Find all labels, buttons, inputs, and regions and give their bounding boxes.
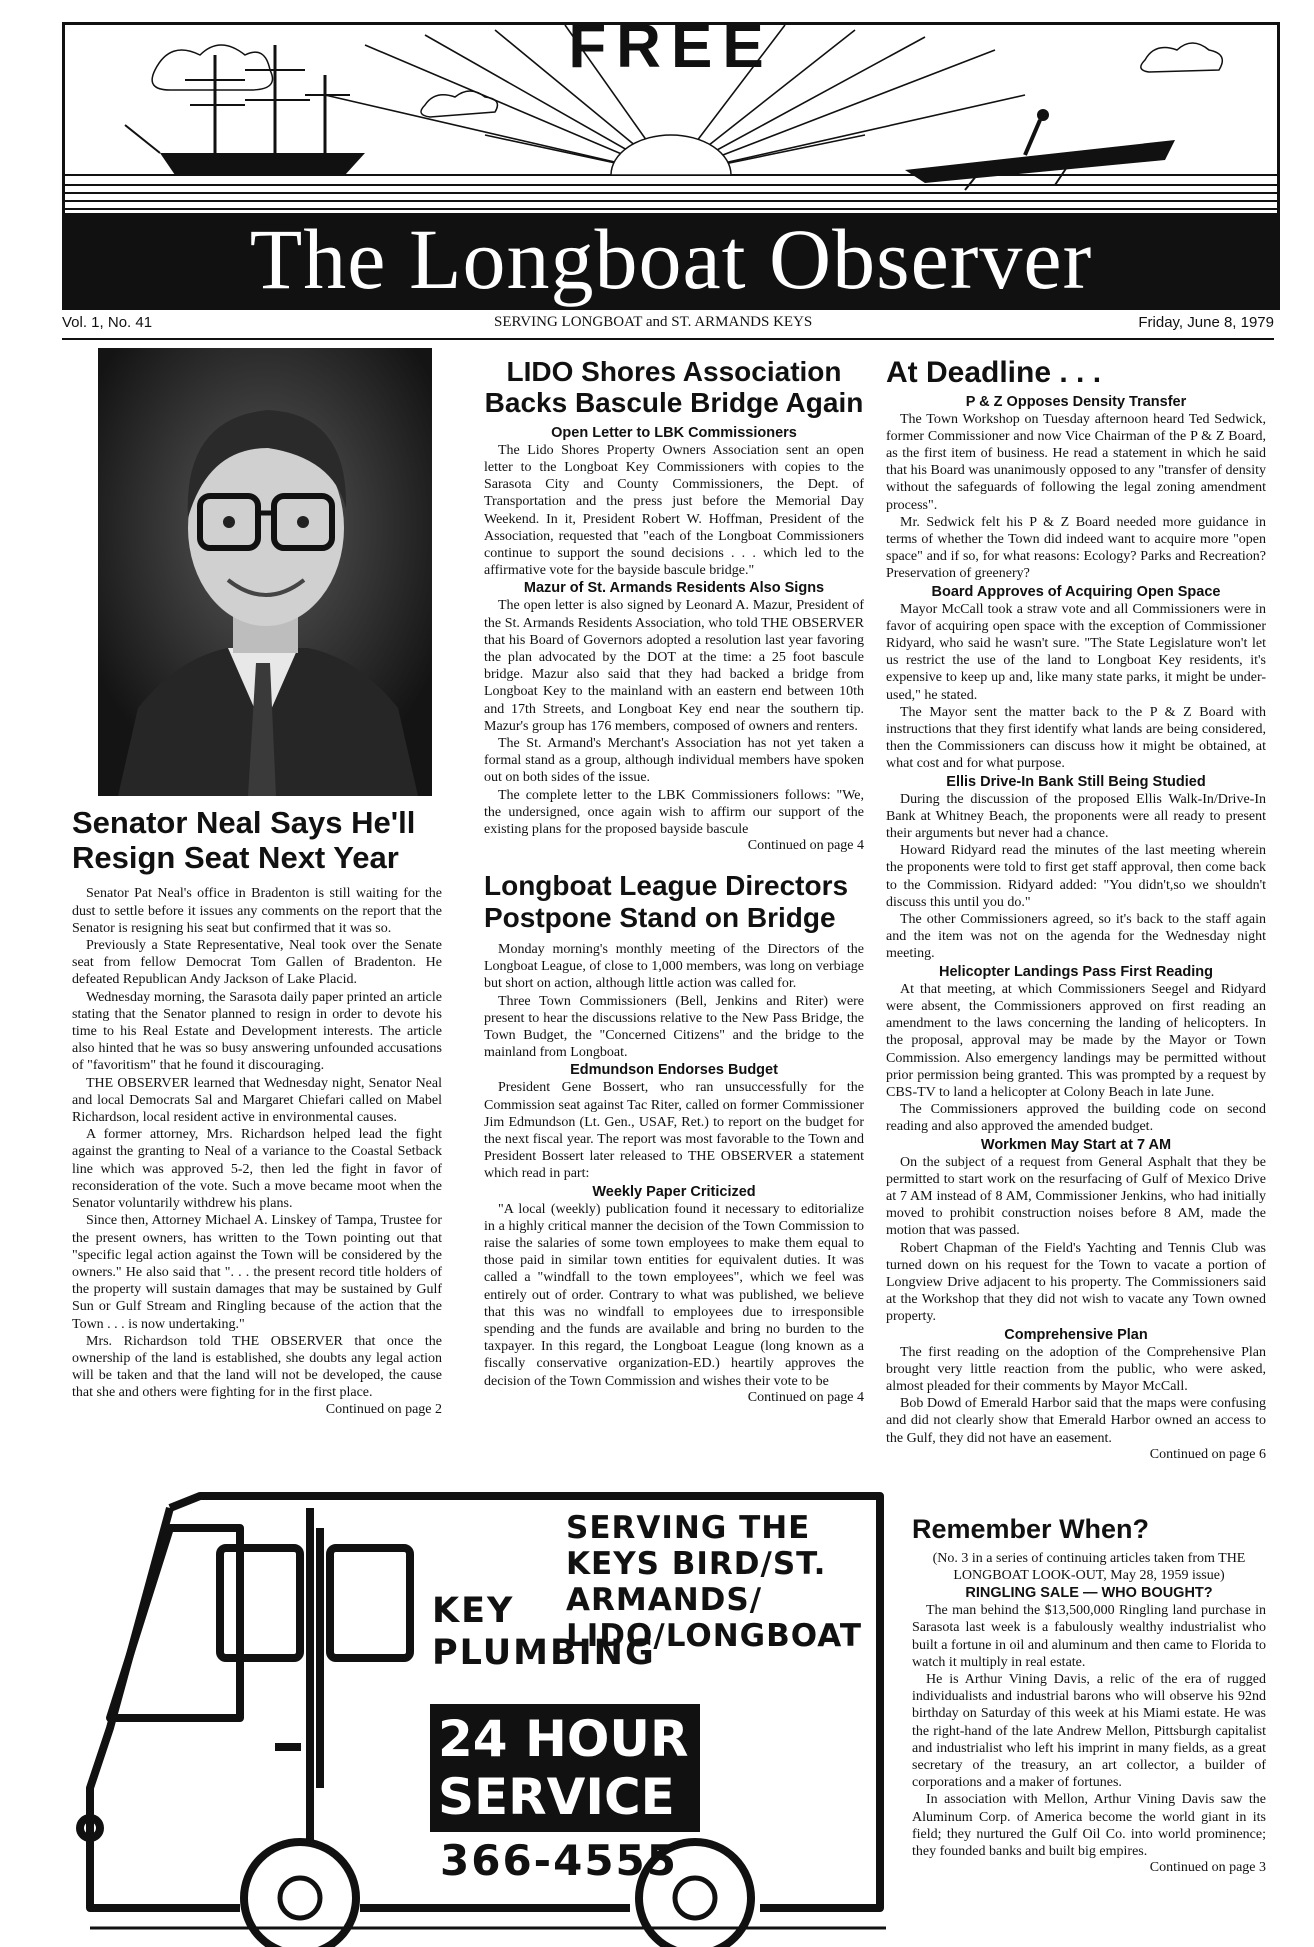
masthead [62, 22, 1280, 310]
article-body [886, 411, 1266, 583]
continued-line: Continued on page 4 [747, 1389, 864, 1405]
paragraph: Previously a State Representative, Neal took over the Senate seat from fellow Democrat Tom Gallen of Bradenton. He defeated Republican Andy Jackson of Lake Placid. [72, 938, 442, 988]
article-body [886, 601, 1266, 773]
paragraph: The complete letter to the LBK Commissioners follows: "We, the undersigned, once again wish to affirm our support of the existing plans for the proposed bayside bascule [484, 787, 864, 837]
article-headline: Remember When? [912, 1514, 1150, 1544]
ad-company-name [432, 1590, 656, 1674]
paragraph: A former attorney, Mrs. Richardson helped lead the fight against the granting to Neal of a variance to the Coastal Setback line which was approved 5-2, then led the fight in favor of reconsideration of the vote. Such a move became moot when the Senator voluntarily withdrew his plans. [72, 1127, 442, 1212]
ad-serving-text: SERVING THE KEYS BIRD/ST. ARMANDS/ LIDO/LONGBOAT [566, 1510, 862, 1654]
paragraph: The other Commissioners agreed, so it's back to the staff again and the item was not on the agenda for the Wednesday night meeting. [886, 912, 1266, 962]
paragraph: Bob Dowd of Emerald Harbor said that the maps were confusing and did not clearly show that Emerald Harbor owned an access to the Gulf, they did not have an easement. [886, 1396, 1266, 1446]
paragraph: Wednesday morning, the Sarasota daily paper printed an article stating that the Senator planned to resign in order to devote his time to his Real Estate and Development interests. The article also hinted that he was so busy answering unfounded accusations of "favoritism" that he found it discouraging. [72, 989, 442, 1074]
article-body [886, 1344, 1266, 1447]
paragraph: In association with Mellon, Arthur Vining Davis saw the Aluminum Corp. of America become the world giant in its field; they nurtured the Gulf Oil Co. into world prominence; they founded banks and built big empires. [912, 1792, 1266, 1860]
subhead: P & Z Opposes Density Transfer [965, 393, 1187, 410]
article-headline: LIDO Shores Association Backs Bascule Bridge Again [484, 356, 864, 419]
paragraph: President Gene Bossert, who ran unsuccessfully for the Commission seat against Tac Riter, called on former Commissioner Jim Edmundson (Lt. Gen., USAF, Ret.) to report on the budget for the next fiscal year. The report was most favorable to the Town and President Bossert later released to THE OBSERVER a statement which read in part: [484, 1080, 864, 1182]
paragraph: Mayor McCall took a straw vote and all Commissioners were in favor of acquiring open space with the exception of Commissioner Ridyard, who said he wasn't sure. "The State Legislature won't let us restrict the use of the land to Longboat Key residents, it's expensive to keep up and, like many state parks, it might be under-used," he stated. [886, 601, 1266, 703]
continued-line: Continued on page 2 [325, 1401, 442, 1417]
paragraph: "A local (weekly) publication found it necessary to editorialize in a highly critical manner the decision of the Town Commission to raise the salaries of some town employees to make them equal to those paid in similar town entities for equivalent duties. It was called a "windfall to the town employees", which we feel was entirely out of order. Contrary to what was published, we believe that this was no windfall to employees due to irresponsible spending and the funds are available and bring no burden to the taxpayer. In this regard, the Longboat League (long known as a fiscally conservative organization-ED.) heartily approves the decision of the Town Commission and wishes their vote to be [484, 1201, 864, 1389]
paragraph: Since then, Attorney Michael A. Linskey of Tampa, Trustee for the present owners, has written to the Town pointing out that "specific legal action against the Town will be considered by the owners." He also said that ". . . the present record title holders of the property will sustain damages that may be sustained by Gulf Sun or Gulf Stream and Ringling because of the action that the Town . . . is now undertaking." [72, 1213, 442, 1332]
article-body [484, 597, 864, 838]
senator-photo [98, 348, 432, 796]
article-at-deadline [886, 356, 1266, 1463]
tagline: SERVING LONGBOAT and ST. ARMANDS KEYS [494, 314, 813, 330]
issue-date: Friday, June 8, 1979 [1138, 314, 1274, 331]
article-body [886, 791, 1266, 963]
paragraph: Three Town Commissioners (Bell, Jenkins and Riter) were present to hear the discussions relative to the New Pass Bridge, the Town Budget, the "Concerned Citizens" and the bridge to the mainland from Longboat. [484, 993, 864, 1061]
paragraph: Monday morning's monthly meeting of the Directors of the Longboat League, of close to 1,000 members, was long on verbiage but short on action, although little action was called for. [484, 941, 864, 992]
article-body [72, 885, 442, 1401]
free-label: FREE [568, 22, 774, 81]
paragraph: Howard Ridyard read the minutes of the last meeting wherein the proponents were told to first get staff approval, then come back to the Commission. Ridyard added: "You didn't,so we shouldn't discuss this until you do." [886, 843, 1266, 910]
paragraph: The Mayor sent the matter back to the P & Z Board with instructions that they first identify what lands are being considered, then the Commissioners can discuss how it might be obtained, at what cost and for what purpose. [886, 704, 1266, 772]
paragraph: At that meeting, at which Commissioners Seegel and Ridyard were absent, the Commissioners approved on first reading an amendment to the laws concerning the landing of helicopters. In the proposal, approval may be made by the Mayor or Town Commission. Also emergency landings may be permitted without prior permission being granted. This was prompted by a request by CBS-TV to land a helicopter at Colony Beach in late June. [886, 981, 1266, 1100]
paragraph: On the subject of a request from General Asphalt that they be permitted to start work on the resurfacing of Gulf of Mexico Drive at 7 AM instead of 8 AM, Commissioner Jenkins, who had initially moved to prohibit construction noises before 8 AM, made the motion that was passed. [886, 1154, 1266, 1239]
article-intro: (No. 3 in a series of continuing articles taken from THE LONGBOAT LOOK-OUT, May 28, 1959 issue) [932, 1551, 1246, 1584]
article-senator-neal [72, 806, 442, 1418]
subhead: Workmen May Start at 7 AM [980, 1136, 1172, 1153]
article-body [886, 1154, 1266, 1326]
volume-number: Vol. 1, No. 41 [62, 314, 153, 331]
subhead: Edmundson Endorses Budget [570, 1062, 778, 1079]
article-headline: At Deadline . . . [886, 356, 1102, 389]
paragraph: The Town Workshop on Tuesday afternoon heard Ted Sedwick, former Commissioner and now Vice Chairman of the P & Z Board, as the first item of business. He read a statement in which he said that his Board was unanimously opposed to any "transfer of density without the safeguards of following the legal zoning amendment process". [886, 411, 1266, 513]
paragraph: The Lido Shores Property Owners Association sent an open letter to the Longboat Key Commissioners with copies to the Sarasota City and County Commissioners, the Dept. of Transportation and the press just before the Memorial Day Weekend. In it, President Robert W. Hoffman, President of the Association, requested that "each of the Longboat Commissioners continue to support the sound decisions . . . which led to the affirmative vote for the bayside bascule bridge." [484, 442, 864, 579]
article-body [484, 1201, 864, 1390]
ad-phone-number: 366-4555 [440, 1836, 678, 1885]
ad-service-line: SERVICE [438, 1768, 675, 1826]
subhead: Weekly Paper Criticized [592, 1183, 756, 1200]
paragraph: The St. Armand's Merchant's Association has not yet taken a formal stand as a group, although individual members have spoken out on both sides of the issue. [484, 735, 864, 786]
paragraph: Mr. Sedwick felt his P & Z Board needed more guidance in terms of whether the Town did indeed want to acquire more "open space" and if so, for what reasons: Ecology? Parks and Recreation? Preservation of greenery? [886, 514, 1266, 582]
paragraph: The man behind the $13,500,000 Ringling land purchase in Sarasota last week is a fabulously wealthy industrialist who built a fortune in oil and aluminum and then came to Florida to watch it multiply in real estate. [912, 1603, 1266, 1670]
article-body [912, 1602, 1266, 1860]
paragraph: Mrs. Richardson told THE OBSERVER that once the ownership of the land is established, she doubts any legal action will be taken and that the land will not be developed, the cause that she and others were fighting for in the first place. [72, 1333, 442, 1401]
subhead: Mazur of St. Armands Residents Also Signs [523, 580, 825, 597]
article-body [886, 981, 1266, 1136]
article-headline: Longboat League Directors Postpone Stand on Bridge [484, 870, 849, 933]
paragraph: The open letter is also signed by Leonard A. Mazur, President of the St. Armands Residents Association, who told THE OBSERVER that his Board of Governors adopted a resolution last year favoring the plan advocated by the DOT at the time: a 25 foot bascule bridge. Mazur also said that they had backed a bridge from Longboat Key to the mainland with an eastern end between 10th and 17th Streets, and Longboat Key end near the southern tip. Mazur's group has 176 members, composed of owners and renters. [484, 598, 864, 734]
continued-line: Continued on page 3 [1149, 1860, 1266, 1876]
paragraph: THE OBSERVER learned that Wednesday night, Senator Neal and local Democrats Sal and Margaret Chiefari called on Mabel Richardson, local resident active in environmental causes. [72, 1075, 442, 1126]
ad-company-line: KEY [432, 1591, 515, 1631]
paragraph: The first reading on the adoption of the Comprehensive Plan brought very little reaction from the public, who were asked, almost pleaded for their comments by Mayor McCall. [886, 1344, 1266, 1394]
subhead: Helicopter Landings Pass First Reading [939, 963, 1213, 980]
paragraph: He is Arthur Vining Davis, a relic of the era of rugged individualists and industrial barons who will observe his 92nd birthday on Saturday of this week at his Miami estate. He was the right-hand of the late Andrew Mellon, Pittsburgh capitalist and industrialist who left his imprint in many fields, as a great secretary of the treasury, an art collector, a builder of corporations and a maker of fortunes. [912, 1672, 1266, 1791]
article-lido-shores [484, 356, 864, 854]
newspaper-title: The Longboat Observer [249, 211, 1093, 307]
subhead: Comprehensive Plan [1004, 1326, 1148, 1343]
subhead: Board Approves of Acquiring Open Space [931, 583, 1221, 600]
dateline [62, 314, 1274, 336]
continued-line: Continued on page 6 [1149, 1446, 1266, 1462]
ad-service-line: 24 HOUR [438, 1710, 689, 1768]
article-body [484, 941, 864, 1061]
subhead: RINGLING SALE — WHO BOUGHT? [965, 1585, 1213, 1602]
ad-service-badge [430, 1704, 700, 1832]
portrait-image [98, 348, 432, 796]
article-longboat-league [484, 870, 864, 1406]
paragraph: The Commissioners approved the building code on second reading and also approved the amended budget. [886, 1102, 1266, 1135]
ad-company-line: PLUMBING [432, 1633, 656, 1673]
paragraph: Robert Chapman of the Field's Yachting and Tennis Club was turned down on his request for the Town to vacate a portion of Longview Drive adjacent to his property. The Commissioners said at the Workshop that they did not wish to vacate any Town owned property. [886, 1240, 1266, 1325]
dateline-rule [62, 338, 1274, 340]
paragraph: During the discussion of the proposed Ellis Walk-In/Drive-In Bank at Whitney Beach, the proponents were all ready to present their arguments but never had a chance. [886, 791, 1266, 842]
article-remember-when [912, 1514, 1266, 1876]
article-headline: Senator Neal Says He'll Resign Seat Next Year [72, 805, 416, 875]
article-body [484, 442, 864, 580]
center-column [484, 356, 864, 1406]
subhead: Open Letter to LBK Commissioners [551, 424, 797, 441]
article-body [484, 1079, 864, 1182]
paragraph: Senator Pat Neal's office in Bradenton is still waiting for the dust to settle before it issues any comments on the report that the Senator is resigning his seat but confirmed that it was so. [72, 886, 442, 936]
subhead: Ellis Drive-In Bank Still Being Studied [946, 773, 1206, 790]
continued-line: Continued on page 4 [747, 838, 864, 854]
